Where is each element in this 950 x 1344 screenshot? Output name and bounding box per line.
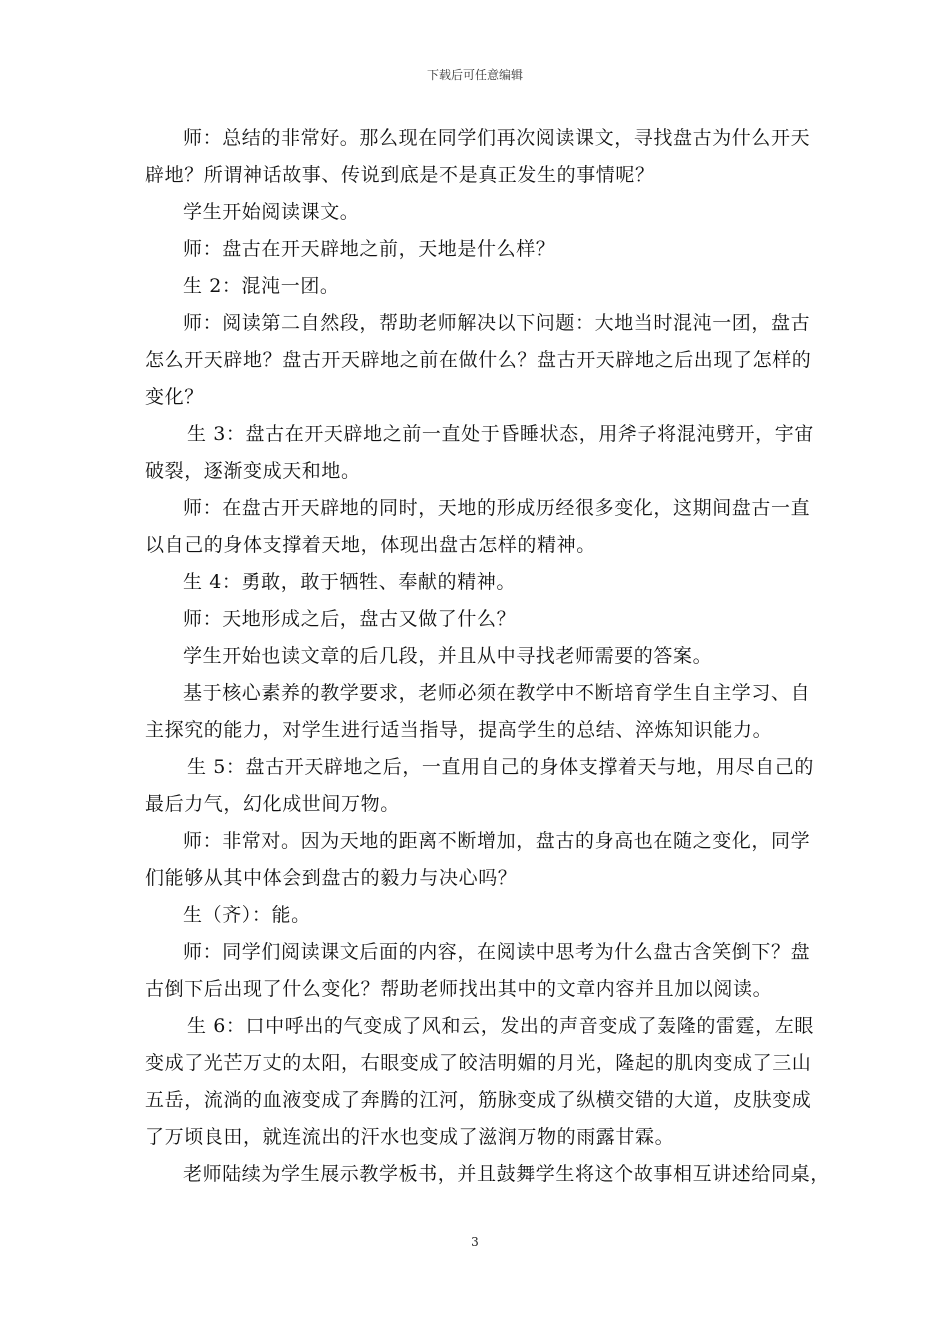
paragraph-line: 师：在盘古开天辟地的同时，天地的形成历经很多变化，这期间盘古一直 xyxy=(183,497,811,519)
document-body xyxy=(145,120,830,1193)
paragraph-line: 以自己的身体支撑着天地，体现出盘古怎样的精神。 xyxy=(145,534,596,556)
paragraph-line: 老师陆续为学生展示教学板书，并且鼓舞学生将这个故事相互讲述给同桌， xyxy=(183,1163,830,1185)
paragraph-line: 辟地？所谓神话故事、传说到底是不是真正发生的事情呢？ xyxy=(145,164,655,186)
paragraph-line: 生（齐）：能。 xyxy=(183,904,311,926)
paragraph-line: 主探究的能力，对学生进行适当指导，提高学生的总结、淬炼知识能力。 xyxy=(145,719,773,741)
paragraph-line: 古倒下后出现了什么变化？帮助老师找出其中的文章内容并且加以阅读。 xyxy=(145,978,773,1000)
page-number: 3 xyxy=(471,1235,479,1249)
paragraph-line: 生 2：混沌一团。 xyxy=(183,275,340,297)
paragraph-line: 了万顷良田，就连流出的汗水也变成了滋润万物的雨露甘霖。 xyxy=(145,1126,675,1148)
paragraph-line: 师：天地形成之后，盘古又做了什么？ xyxy=(183,608,517,630)
paragraph-line: 基于核心素养的教学要求，老师必须在教学中不断培育学生自主学习、自 xyxy=(183,682,811,704)
paragraph-line: 五岳，流淌的血液变成了奔腾的江河，筋脉变成了纵横交错的大道，皮肤变成 xyxy=(145,1089,812,1111)
paragraph-line: 变成了光芒万丈的太阳，右眼变成了皎洁明媚的月光，隆起的肌肉变成了三山 xyxy=(145,1052,812,1074)
paragraph-line: 生 3：盘古在开天辟地之前一直处于昏睡状态，用斧子将混沌劈开，宇宙 xyxy=(187,423,814,445)
paragraph-line: 们能够从其中体会到盘古的毅力与决心吗？ xyxy=(145,867,518,889)
paragraph-line: 生 6：口中呼出的气变成了风和云，发出的声音变成了轰隆的雷霆，左眼 xyxy=(187,1015,814,1037)
paragraph-line: 学生开始也读文章的后几段，并且从中寻找老师需要的答案。 xyxy=(183,645,713,667)
paragraph-line: 变化？ xyxy=(145,386,204,408)
paragraph-line: 师：阅读第二自然段，帮助老师解决以下问题：大地当时混沌一团，盘古 xyxy=(183,312,811,334)
paragraph-line: 怎么开天辟地？盘古开天辟地之前在做什么？盘古开天辟地之后出现了怎样的 xyxy=(145,349,812,371)
paragraph-line: 师：盘古在开天辟地之前，天地是什么样？ xyxy=(183,238,556,260)
page-header: 下载后可任意编辑 xyxy=(426,68,523,82)
paragraph-line: 师：同学们阅读课文后面的内容，在阅读中思考为什么盘古含笑倒下？盘 xyxy=(183,941,811,963)
paragraph-line: 破裂，逐渐变成天和地。 xyxy=(145,460,361,482)
paragraph-line: 最后力气，幻化成世间万物。 xyxy=(145,793,400,815)
paragraph-line: 师：总结的非常好。那么现在同学们再次阅读课文，寻找盘古为什么开天 xyxy=(183,127,811,149)
paragraph-line: 生 5：盘古开天辟地之后，一直用自己的身体支撑着天与地，用尽自己的 xyxy=(187,756,814,778)
paragraph-line: 师：非常对。因为天地的距离不断增加，盘古的身高也在随之变化，同学 xyxy=(183,830,811,852)
paragraph-line: 学生开始阅读课文。 xyxy=(183,201,360,223)
paragraph-line: 生 4：勇敢，敢于牺牲、奉献的精神。 xyxy=(183,571,516,593)
